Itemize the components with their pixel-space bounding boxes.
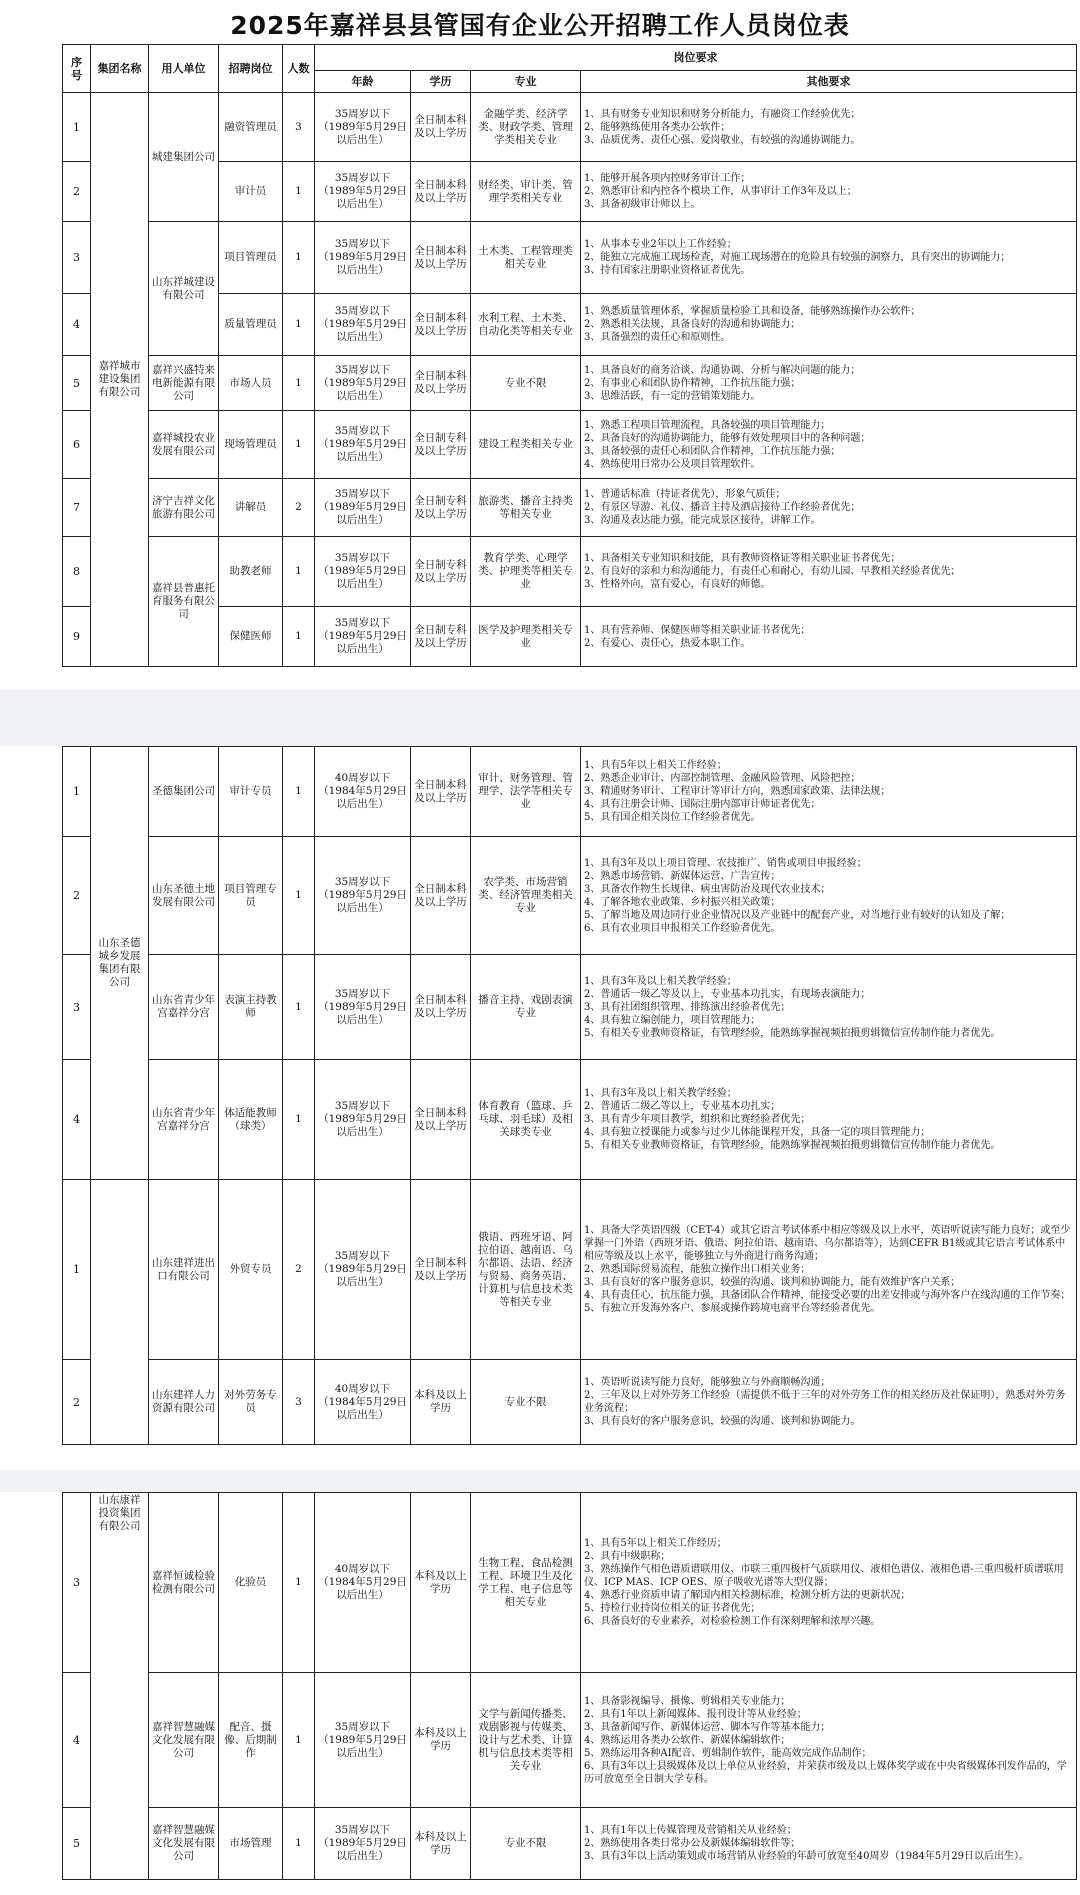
cell-other [581, 222, 1077, 294]
cell-post: 审计员 [219, 162, 283, 222]
cell-seq: 9 [63, 607, 91, 667]
req-line: 3、具有青少年项目教学，组织和比赛经验者优先； [584, 1114, 811, 1125]
cell-other [581, 955, 1077, 1060]
cell-age: 35周岁以下（1989年5月29日以后出生） [315, 294, 411, 356]
cell-edu: 全日制本科及以上学历 [411, 1180, 471, 1360]
req-line: 4、具有独立授课能力或参与过少儿体能课程开发，具备一定的项目管理能力； [584, 1127, 931, 1138]
cell-edu: 全日制专科及以上学历 [411, 411, 471, 479]
table-row [63, 1493, 1077, 1673]
cell-count: 1 [283, 356, 315, 411]
job-table-1 [62, 44, 1077, 667]
cell-edu: 本科及以上学历 [411, 1673, 471, 1808]
req-line: 3、具备初级审计师以上。 [584, 199, 701, 210]
req-line: 3、具备强烈的责任心和原则性。 [584, 332, 731, 343]
cell-count: 2 [283, 479, 315, 537]
cell-count: 1 [283, 1808, 315, 1880]
cell-major: 旅游类、播音主持类等相关专业 [471, 479, 581, 537]
cell-unit: 山东省青少年宫嘉祥分宫 [149, 955, 219, 1060]
cell-other [581, 1060, 1077, 1180]
req-line: 1、熟悉工程项目管理流程，具备较强的项目管理能力； [584, 419, 831, 431]
cell-count: 1 [283, 747, 315, 837]
req-line: 3、品质优秀、责任心强、爱岗敬业，有较强的沟通协调能力。 [584, 134, 861, 146]
cell-seq: 4 [63, 294, 91, 356]
req-line: 1、具备影视编导、摄像、剪辑相关专业能力； [584, 1695, 791, 1707]
cell-unit: 嘉祥兴盛特来电新能源有限公司 [149, 356, 219, 411]
cell-major: 财经类、审计类、管理学类相关专业 [471, 162, 581, 222]
cell-edu: 全日制本科及以上学历 [411, 837, 471, 955]
header-unit: 用人单位 [149, 45, 219, 93]
cell-age: 35周岁以下（1989年5月29日以后出生） [315, 607, 411, 667]
req-line: 2、具有中级职称； [584, 1551, 671, 1562]
req-line: 2、具有1年以上新闻媒体、报刊设计等从业经验； [584, 1708, 807, 1720]
cell-age: 35周岁以下（1989年5月29日以后出生） [315, 837, 411, 955]
cell-other [581, 1360, 1077, 1445]
req-line: 4、了解各地农业政策、乡村振兴相关政策； [584, 896, 781, 908]
req-line: 2、能独立完成施工现场检查，对施工现场潜在的危险具有较强的洞察力，具有突出的协调能力； [584, 252, 1011, 263]
cell-count: 3 [283, 1360, 315, 1445]
cell-unit: 济宁吉祥文化旅游有限公司 [149, 479, 219, 537]
cell-post: 市场管理 [219, 1808, 283, 1880]
cell-seq: 4 [63, 1060, 91, 1180]
cell-age: 35周岁以下（1989年5月29日以后出生） [315, 222, 411, 294]
req-line: 6、具备良好的专业素养，对检验检测工作有深刻理解和浓厚兴趣。 [584, 1616, 881, 1627]
req-line: 2、熟悉国际贸易流程，能独立操作出口相关业务； [584, 1264, 811, 1275]
cell-major: 审计、财务管理、管理学、法学等相关专业 [471, 747, 581, 837]
req-line: 5、熟练运用各种AI配音、剪辑制作软件，能高效完成作品制作； [584, 1747, 872, 1759]
cell-major: 水利工程、土木类、自动化类等相关专业 [471, 294, 581, 356]
table-row [63, 411, 1077, 479]
header-group: 集团名称 [91, 45, 149, 93]
cell-other [581, 411, 1077, 479]
cell-age: 35周岁以下（1989年5月29日以后出生） [315, 162, 411, 222]
req-line: 1、具有1年以上传媒管理及营销相关从业经验； [584, 1825, 797, 1836]
cell-other [581, 1808, 1077, 1880]
cell-post: 现场管理员 [219, 411, 283, 479]
header-post: 招聘岗位 [219, 45, 283, 93]
cell-seq: 5 [63, 356, 91, 411]
req-line: 1、熟悉质量管理体系，掌握质量检验工具和设备，能够熟练操作办公软件； [584, 306, 921, 317]
cell-seq: 7 [63, 479, 91, 537]
cell-seq: 1 [63, 747, 91, 837]
cell-unit: 城建集团公司 [149, 93, 219, 222]
cell-count: 1 [283, 837, 315, 955]
cell-edu: 全日制本科及以上学历 [411, 222, 471, 294]
cell-post: 讲解员 [219, 479, 283, 537]
table-section-1 [62, 44, 1076, 667]
req-line: 1、具备大学英语四级（CET-4）或其它语言考试体系中相应等级及以上水平，英语听说读写能力良好；或至少掌握一门外语（西班牙语、俄语、阿拉伯语、越南语、乌尔都语等），达到CEFR B1级或其它语言考试体系中相应等级及以上水平，能够独立与外商进行商务沟通； [584, 1225, 1071, 1262]
req-line: 1、具有营养师、保健医师等相关职业证书者优先； [584, 624, 811, 636]
cell-major: 播音主持、戏剧表演专业 [471, 955, 581, 1060]
req-line: 2、有事业心和团队协作精神，工作抗压能力强； [584, 377, 801, 389]
cell-age: 35周岁以下（1989年5月29日以后出生） [315, 1060, 411, 1180]
req-line: 2、有良好的亲和力和沟通能力，有责任心和耐心，有幼儿园、早教相关经验者优先； [584, 566, 961, 577]
cell-seq: 2 [63, 1360, 91, 1445]
table-row [63, 747, 1077, 837]
cell-edu: 全日制专科及以上学历 [411, 479, 471, 537]
cell-edu: 全日制本科及以上学历 [411, 294, 471, 356]
req-line: 2、熟练使用各类日常办公及新媒体编辑软件等； [584, 1838, 801, 1849]
cell-major: 专业不限 [471, 1808, 581, 1880]
cell-unit: 嘉祥智慧融媒文化发展有限公司 [149, 1808, 219, 1880]
table-section-2 [62, 746, 1076, 1445]
req-line: 1、具有3年及以上相关教学经验； [584, 1088, 737, 1099]
req-line: 3、性格外向，富有爱心，有良好的师德。 [584, 579, 771, 590]
cell-edu: 全日制本科及以上学历 [411, 93, 471, 162]
cell-major: 金融学类、经济学类、财政学类、管理学类相关专业 [471, 93, 581, 162]
req-line: 1、具有3年及以上项目管理、农技推广、销售或项目申报经验； [584, 857, 867, 869]
req-line: 4、具有独立编创能力，项目管理能力； [584, 1014, 761, 1026]
cell-post: 项目管理员 [219, 222, 283, 294]
req-line: 2、有爱心、责任心，热爱本职工作。 [584, 637, 751, 649]
cell-other [581, 837, 1077, 955]
cell-unit: 嘉祥城投农业发展有限公司 [149, 411, 219, 479]
cell-major: 专业不限 [471, 356, 581, 411]
cell-count: 1 [283, 294, 315, 356]
cell-post: 融资管理员 [219, 93, 283, 162]
req-line: 3、具备新闻写作、新媒体运营、脚本写作等基本能力； [584, 1721, 831, 1733]
cell-post: 质量管理员 [219, 294, 283, 356]
req-line: 4、熟练运用各类办公软件、新媒体编辑软件； [584, 1734, 791, 1746]
cell-unit: 山东省青少年宫嘉祥分宫 [149, 1060, 219, 1180]
cell-count: 1 [283, 537, 315, 607]
cell-other [581, 607, 1077, 667]
cell-other [581, 294, 1077, 356]
header-edu: 学历 [411, 71, 471, 93]
cell-major: 生物工程、食品检测工程、环境卫生及化学工程、电子信息等相关专业 [471, 1493, 581, 1673]
cell-major: 土木类、工程管理类相关专业 [471, 222, 581, 294]
cell-post: 体适能教师（球类） [219, 1060, 283, 1180]
cell-age: 35周岁以下（1989年5月29日以后出生） [315, 537, 411, 607]
req-line: 1、具有5年以上相关工作经验； [584, 760, 727, 771]
cell-group: 山东康祥投资集团有限公司 [91, 1493, 149, 1880]
job-table-3 [62, 1492, 1077, 1880]
cell-other [581, 537, 1077, 607]
req-line: 5、有相关专业教师资格证，有管理经验，能熟练掌握视频拍摄剪辑微信宣传制作能力者优先。 [584, 1140, 1001, 1151]
cell-edu: 全日制本科及以上学历 [411, 747, 471, 837]
table-row [63, 222, 1077, 294]
req-line: 1、普通话标准（持证者优先），形象气质佳； [584, 489, 786, 500]
cell-other [581, 93, 1077, 162]
cell-unit: 嘉祥县普惠托育服务有限公司 [149, 537, 219, 667]
req-line: 6、具有农业项目申报相关工作经验者优先。 [584, 922, 781, 934]
cell-edu: 全日制专科及以上学历 [411, 607, 471, 667]
cell-count: 1 [283, 1493, 315, 1673]
req-line: 1、能够开展各项内控财务审计工作； [584, 173, 751, 184]
req-line: 3、具有3年以上活动策划或市场营销从业经验的年龄可放宽至40周岁（1984年5月29日以后出生）。 [584, 1851, 1029, 1862]
table-row [63, 1673, 1077, 1808]
cell-count: 1 [283, 222, 315, 294]
cell-seq: 2 [63, 837, 91, 955]
cell-count: 3 [283, 93, 315, 162]
req-line: 2、有景区导游、礼仪、播音主持及酒店接待工作经验者优先； [584, 502, 861, 513]
cell-age: 35周岁以下（1989年5月29日以后出生） [315, 356, 411, 411]
cell-other [581, 747, 1077, 837]
cell-other [581, 1493, 1077, 1673]
req-line: 3、持有国家注册职业资格证者优先。 [584, 265, 751, 276]
table-row [63, 1180, 1077, 1360]
cell-edu: 本科及以上学历 [411, 1808, 471, 1880]
table-row [63, 837, 1077, 955]
cell-seq: 3 [63, 1493, 91, 1673]
req-line: 1、英语听说读写能力良好，能够独立与外商顺畅沟通； [584, 1377, 831, 1388]
cell-count: 1 [283, 411, 315, 479]
req-line: 1、从事本专业2年以上工作经验； [584, 239, 737, 250]
cell-unit: 嘉祥智慧融媒文化发展有限公司 [149, 1673, 219, 1808]
cell-post: 表演主持教师 [219, 955, 283, 1060]
req-line: 4、具有注册会计师、国际注册内部审计师证者优先； [584, 799, 821, 810]
req-line: 2、普通话一级乙等及以上，专业基本功扎实，有现场表演能力； [584, 988, 871, 1000]
cell-other [581, 1180, 1077, 1360]
req-line: 6、具有3年以上县级媒体及以上单位从业经验，并荣获市级及以上媒体奖学或在中央省级媒体刊发作品的，学历可放宽至全日制大学专科。 [584, 1760, 1067, 1785]
header-other: 其他要求 [581, 71, 1077, 93]
cell-age: 40周岁以下（1984年5月29日以后出生） [315, 1360, 411, 1445]
page-title: 2025年嘉祥县县管国有企业公开招聘工作人员岗位表 [230, 11, 850, 40]
req-line: 2、普通话二级乙等以上，专业基本功扎实； [584, 1101, 781, 1112]
req-line: 3、具有良好的客户服务意识，较强的沟通、谈判和协调能力。 [584, 1416, 861, 1427]
cell-unit: 山东建祥进出口有限公司 [149, 1180, 219, 1360]
table-row [63, 93, 1077, 162]
table-row [63, 955, 1077, 1060]
req-line: 5、持检行业持岗位相关的证书者优先； [584, 1603, 761, 1614]
req-line: 2、三年及以上对外劳务工作经验（需提供不低于三年的对外劳务工作的相关经历及社保证明），熟悉对外劳务业务流程； [584, 1390, 1066, 1414]
header-requirements: 岗位要求 [315, 45, 1077, 71]
cell-age: 35周岁以下（1989年5月29日以后出生） [315, 1808, 411, 1880]
req-line: 5、有独立开发海外客户、参展或操作跨境电商平台等经验者优先。 [584, 1303, 881, 1314]
cell-other [581, 162, 1077, 222]
cell-age: 35周岁以下（1989年5月29日以后出生） [315, 411, 411, 479]
cell-edu: 全日制专科及以上学历 [411, 537, 471, 607]
req-line: 1、具有财务专业知识和财务分析能力，有融资工作经验优先； [584, 108, 861, 120]
cell-count: 1 [283, 607, 315, 667]
cell-seq: 1 [63, 93, 91, 162]
req-line: 2、熟悉企业审计、内部控制管理、金融风险管理、风险把控； [584, 773, 861, 784]
cell-count: 1 [283, 955, 315, 1060]
cell-major: 专业不限 [471, 1360, 581, 1445]
cell-count: 1 [283, 1060, 315, 1180]
header-major: 专业 [471, 71, 581, 93]
table-row [63, 1360, 1077, 1445]
req-line: 3、具备较强的责任心和团队合作精神，工作抗压能力强； [584, 445, 841, 457]
req-line: 4、熟练使用日常办公及项目管理软件。 [584, 458, 761, 470]
cell-group: 山东圣德城乡发展集团有限公司 [91, 747, 149, 1180]
cell-count: 2 [283, 1180, 315, 1360]
cell-age: 40周岁以下（1984年5月29日以后出生） [315, 747, 411, 837]
table-row [63, 1060, 1077, 1180]
req-line: 3、具有社团组织管理、排练演出经验者优先； [584, 1001, 791, 1013]
cell-unit: 山东祥城建设有限公司 [149, 222, 219, 356]
job-table-2 [62, 746, 1077, 1445]
page-gap [0, 1470, 1080, 1492]
cell-unit: 山东圣德土地发展有限公司 [149, 837, 219, 955]
cell-count: 1 [283, 1673, 315, 1808]
req-line: 2、熟悉审计和内控各个模块工作，从事审计工作3年及以上； [584, 186, 857, 197]
header-count: 人数 [283, 45, 315, 93]
cell-post: 配音、摄像、后期制作 [219, 1673, 283, 1808]
req-line: 5、具有国企相关岗位工作经验者优先。 [584, 812, 761, 823]
cell-unit: 山东建祥人力资源有限公司 [149, 1360, 219, 1445]
cell-major: 医学及护理类相关专业 [471, 607, 581, 667]
cell-edu: 全日制本科及以上学历 [411, 162, 471, 222]
cell-group [91, 1180, 149, 1445]
cell-edu: 全日制本科及以上学历 [411, 1060, 471, 1180]
cell-edu: 全日制本科及以上学历 [411, 356, 471, 411]
cell-post: 项目管理专员 [219, 837, 283, 955]
cell-group: 嘉祥城市建设集团有限公司 [91, 93, 149, 667]
req-line: 1、具有3年及以上相关教学经验； [584, 975, 737, 987]
cell-edu: 本科及以上学历 [411, 1360, 471, 1445]
page-gap [0, 690, 1080, 746]
cell-age: 35周岁以下（1989年5月29日以后出生） [315, 1180, 411, 1360]
cell-major: 农学类、市场营销类、经济管理类相关专业 [471, 837, 581, 955]
cell-seq: 4 [63, 1673, 91, 1808]
req-line: 3、熟练操作气相色谱质谱联用仪、市联三重四极杆气质联用仪、液相色谱仪、液相色谱-三重四极杆质谱联用仪、ICP MAS、ICP OES、原子吸收光谱等大型仪器； [584, 1564, 1064, 1588]
cell-major: 俄语、西班牙语、阿拉伯语、越南语、乌尔都语、法语、经济与贸易、商务英语、计算机与信息技术类等相关专业 [471, 1180, 581, 1360]
table-row [63, 479, 1077, 537]
cell-seq: 1 [63, 1180, 91, 1360]
cell-age: 35周岁以下（1989年5月29日以后出生） [315, 955, 411, 1060]
cell-post: 助教老师 [219, 537, 283, 607]
cell-post: 化验员 [219, 1493, 283, 1673]
cell-other [581, 356, 1077, 411]
req-line: 1、具备相关专业知识和技能，具有教师资格证等相关职业证书者优先； [584, 553, 901, 564]
req-line: 3、思维活跃，有一定的营销策划能力。 [584, 390, 761, 402]
req-line: 5、有相关专业教师资格证，有管理经验，能熟练掌握视频拍摄剪辑微信宣传制作能力者优先。 [584, 1027, 1001, 1039]
cell-post: 外贸专员 [219, 1180, 283, 1360]
cell-major: 体育教育（篮球、乒乓球、羽毛球）及相关球类专业 [471, 1060, 581, 1180]
req-line: 3、具有良好的客户服务意识，较强的沟通、谈判和协调能力，能有效维护客户关系； [584, 1277, 961, 1288]
req-line: 2、熟悉市场营销、新媒体运营、广告宣传； [584, 870, 781, 882]
req-line: 3、沟通及表达能力强，能完成景区接待，讲解工作。 [584, 515, 821, 526]
cell-post: 对外劳务专员 [219, 1360, 283, 1445]
cell-seq: 2 [63, 162, 91, 222]
header-age: 年龄 [315, 71, 411, 93]
cell-major: 文学与新闻传播类、戏剧影视与传媒类、设计与艺术类、计算机与信息技术类等相关专业 [471, 1673, 581, 1808]
req-line: 1、具有5年以上相关工作经历； [584, 1538, 727, 1549]
cell-age: 35周岁以下（1989年5月29日以后出生） [315, 93, 411, 162]
cell-age: 35周岁以下（1989年5月29日以后出生） [315, 479, 411, 537]
cell-major: 建设工程类相关专业 [471, 411, 581, 479]
req-line: 2、具备良好的沟通协调能力，能够有效处理项目中的各种问题； [584, 432, 871, 444]
req-line: 3、具备农作物生长规律、病虫害防治及现代农业技术； [584, 883, 831, 895]
cell-other [581, 479, 1077, 537]
req-line: 3、精通财务审计、工程审计等审计方向，熟悉国家政策、法律法规； [584, 786, 891, 797]
req-line: 2、熟悉相关法规，具备良好的沟通和协调能力； [584, 319, 801, 330]
req-line: 5、了解当地及周边同行业企业情况以及产业链中的配套产业，对当地行业有较好的认知及了解； [584, 909, 1011, 921]
cell-edu: 本科及以上学历 [411, 1493, 471, 1673]
cell-major: 教育学类、心理学类、护理类等相关专业 [471, 537, 581, 607]
req-line: 4、熟悉行业资质申请了解国内相关检测标准，检测分析方法的更新状况； [584, 1590, 911, 1601]
table-row [63, 537, 1077, 607]
cell-post: 审计专员 [219, 747, 283, 837]
req-line: 4、具有责任心，抗压能力强，具备团队合作精神，能接受必要的出差安排或与海外客户在线沟通的工作节奏； [584, 1290, 1071, 1301]
cell-edu: 全日制本科及以上学历 [411, 955, 471, 1060]
cell-other [581, 1673, 1077, 1808]
cell-seq: 3 [63, 955, 91, 1060]
cell-unit: 嘉祥恒诚检验检测有限公司 [149, 1493, 219, 1673]
cell-unit: 圣德集团公司 [149, 747, 219, 837]
table-row [63, 356, 1077, 411]
cell-post: 市场人员 [219, 356, 283, 411]
cell-seq: 5 [63, 1808, 91, 1880]
req-line: 2、能够熟练使用各类办公软件； [584, 121, 731, 133]
cell-seq: 6 [63, 411, 91, 479]
cell-age: 40周岁以下（1984年5月29日以后出生） [315, 1493, 411, 1673]
cell-post: 保健医师 [219, 607, 283, 667]
table-section-3 [62, 1492, 1076, 1880]
table-row [63, 1808, 1077, 1880]
cell-seq: 8 [63, 537, 91, 607]
cell-age: 35周岁以下（1989年5月29日以后出生） [315, 1673, 411, 1808]
cell-count: 1 [283, 162, 315, 222]
req-line: 1、具备良好的商务洽谈、沟通协调、分析与解决问题的能力； [584, 364, 861, 376]
cell-seq: 3 [63, 222, 91, 294]
header-seq: 序号 [63, 45, 91, 93]
